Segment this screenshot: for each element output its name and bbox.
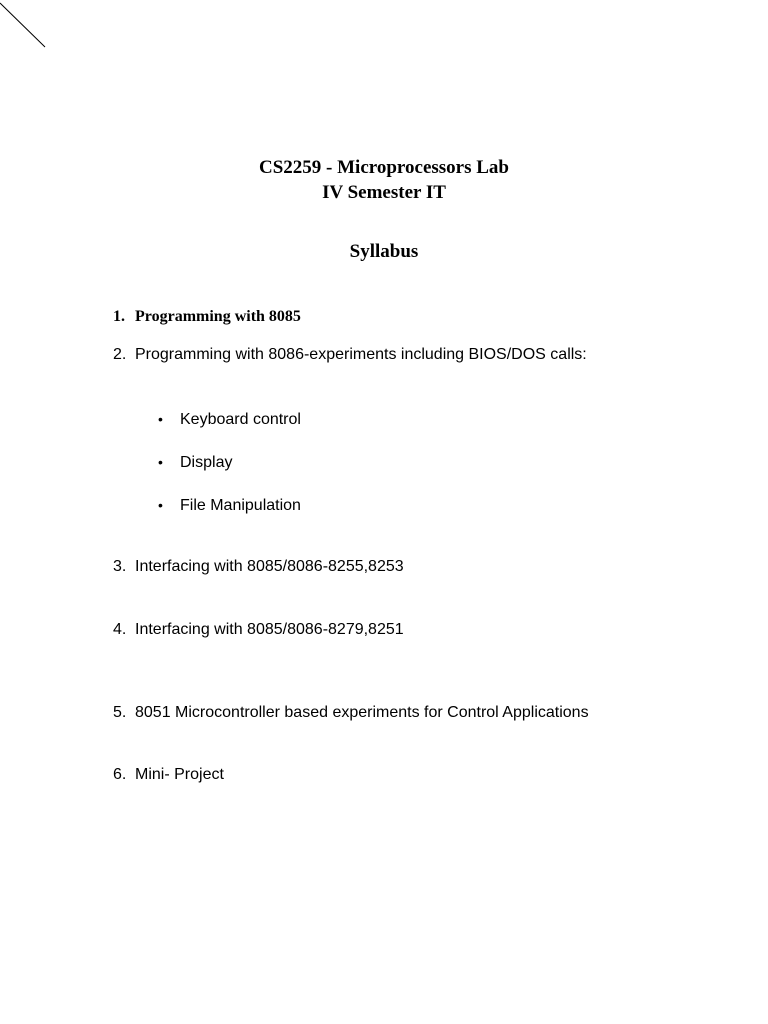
list-item-text: Programming with 8085 <box>135 308 301 325</box>
list-item-number: 4. <box>113 621 127 638</box>
sub-list-item <box>158 495 301 516</box>
list-item-number: 3. <box>113 558 127 575</box>
sub-list-item <box>158 409 301 430</box>
document-subtitle: IV Semester IT <box>322 182 446 203</box>
document-title: CS2259 - Microprocessors Lab <box>259 157 509 178</box>
page-corner-fold-line <box>0 0 50 50</box>
list-item-number: 5. <box>113 704 127 721</box>
list-item-text: Programming with 8086-experiments including BIOS/DOS calls: <box>135 346 587 363</box>
sub-list-item-text: File Manipulation <box>180 497 301 514</box>
list-item <box>113 620 404 640</box>
list-item-text: Interfacing with 8085/8086-8255,8253 <box>135 558 404 575</box>
list-item-number: 6. <box>113 766 127 783</box>
list-item <box>113 557 404 577</box>
list-item <box>113 345 587 365</box>
list-item-text: Interfacing with 8085/8086-8279,8251 <box>135 621 404 638</box>
sub-list-item <box>158 452 232 473</box>
list-item-number: 2. <box>113 346 127 363</box>
bullet-icon: • <box>158 497 163 513</box>
list-item-text: 8051 Microcontroller based experiments for Control Applications <box>135 704 589 721</box>
list-item-text: Mini- Project <box>135 766 224 783</box>
list-item-number: 1. <box>113 308 125 325</box>
sub-list-item-text: Keyboard control <box>180 411 301 428</box>
list-item <box>113 765 224 785</box>
sub-list-item-text: Display <box>180 454 233 471</box>
bullet-icon: • <box>158 411 163 427</box>
bullet-icon: • <box>158 454 163 470</box>
syllabus-heading: Syllabus <box>349 241 419 262</box>
list-item <box>113 703 589 723</box>
list-item <box>113 307 301 327</box>
